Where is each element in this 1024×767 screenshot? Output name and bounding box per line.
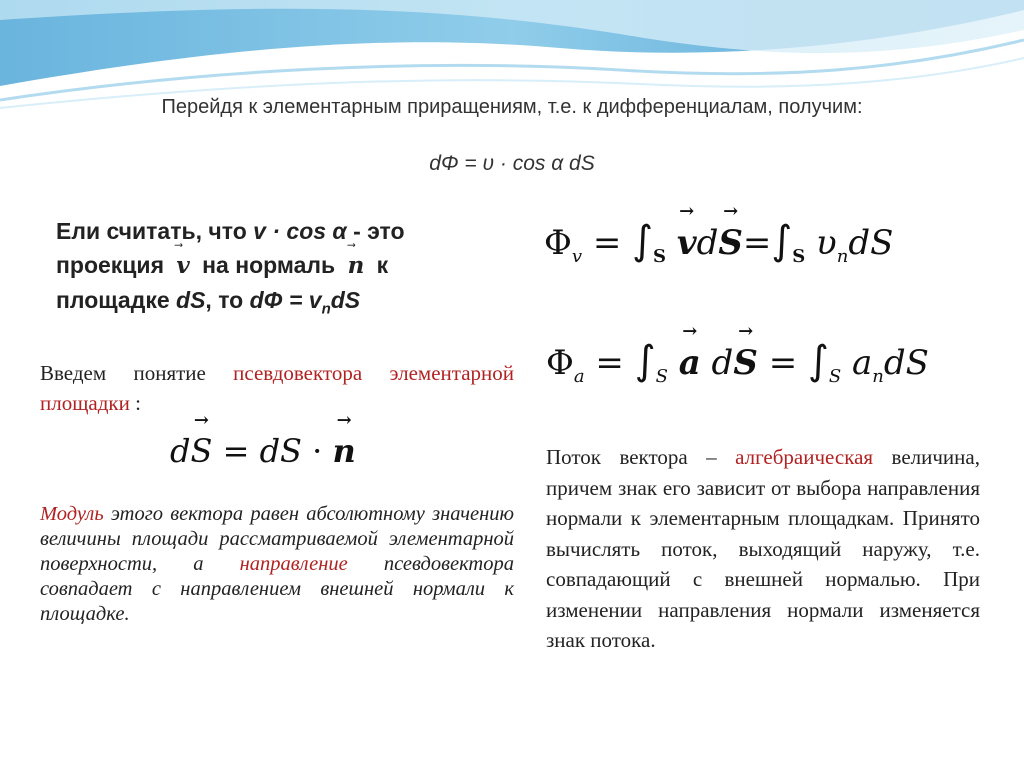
modulus-paragraph: Модуль этого вектора равен абсолютному значению величины площади рассматриваемой элементарной поверхности, а направление псевдовектора совпадает с направлением внешней нормали к площадке. <box>40 503 514 625</box>
integral-sign: ∫ <box>771 218 793 264</box>
pseudovector-term: псевдовектора элементарной площадки <box>40 361 514 415</box>
projection-line-2: проекция ⃗ v на нормаль ⃗ n к <box>56 248 504 283</box>
intro-sentence: Перейдя к элементарным приращениям, т.е. к дифференциалам, получим: <box>161 96 863 118</box>
integral-sign: ∫ <box>808 338 829 384</box>
integral-sign: ∫ <box>634 338 656 384</box>
formula-flux-v: $\Phi_v = \int_S \to vd\to S=\int_S$ $\upsilon_ndS$ <box>540 210 978 284</box>
vector-n-symbol: ⃗ n <box>348 249 365 283</box>
flux-paragraph: Поток вектора – алгебраическая величина, причем знак его зависит от выбора направления нормали к элементарным площадкам. Принято вычислять поток, выходящий наружу, т.е. совпадающий с внешней нормалью. При изменении направления нормали изменяется знак потока. <box>546 445 980 652</box>
header-waves-decoration <box>0 0 1024 110</box>
pseudovector-intro: Введем понятие псевдовектора элементарной площадки : <box>40 361 514 415</box>
formula-flux-a: $\Phi_a = \int_S \to a$ $d\to S = \int_S$ $a_ndS$ <box>540 322 970 404</box>
formula-pseudovector-dS: d→ S = dS · → n <box>170 422 406 484</box>
integral-sign: ∫ <box>632 218 653 264</box>
projection-explanation <box>56 214 504 327</box>
main-differential-equation: dΦ = υ · cos α dS <box>429 152 595 175</box>
direction-term: направление <box>239 553 348 575</box>
algebraic-term: алгебраическая <box>735 445 874 469</box>
vector-v-symbol: ⃗ v <box>176 249 189 283</box>
projection-line-1: Ели считать, что v · cos α - это <box>56 218 405 244</box>
projection-line-3: площадке dS, то $d\Phi = v_ndS$ <box>56 287 361 318</box>
modulus-term: Модуль <box>40 503 104 525</box>
